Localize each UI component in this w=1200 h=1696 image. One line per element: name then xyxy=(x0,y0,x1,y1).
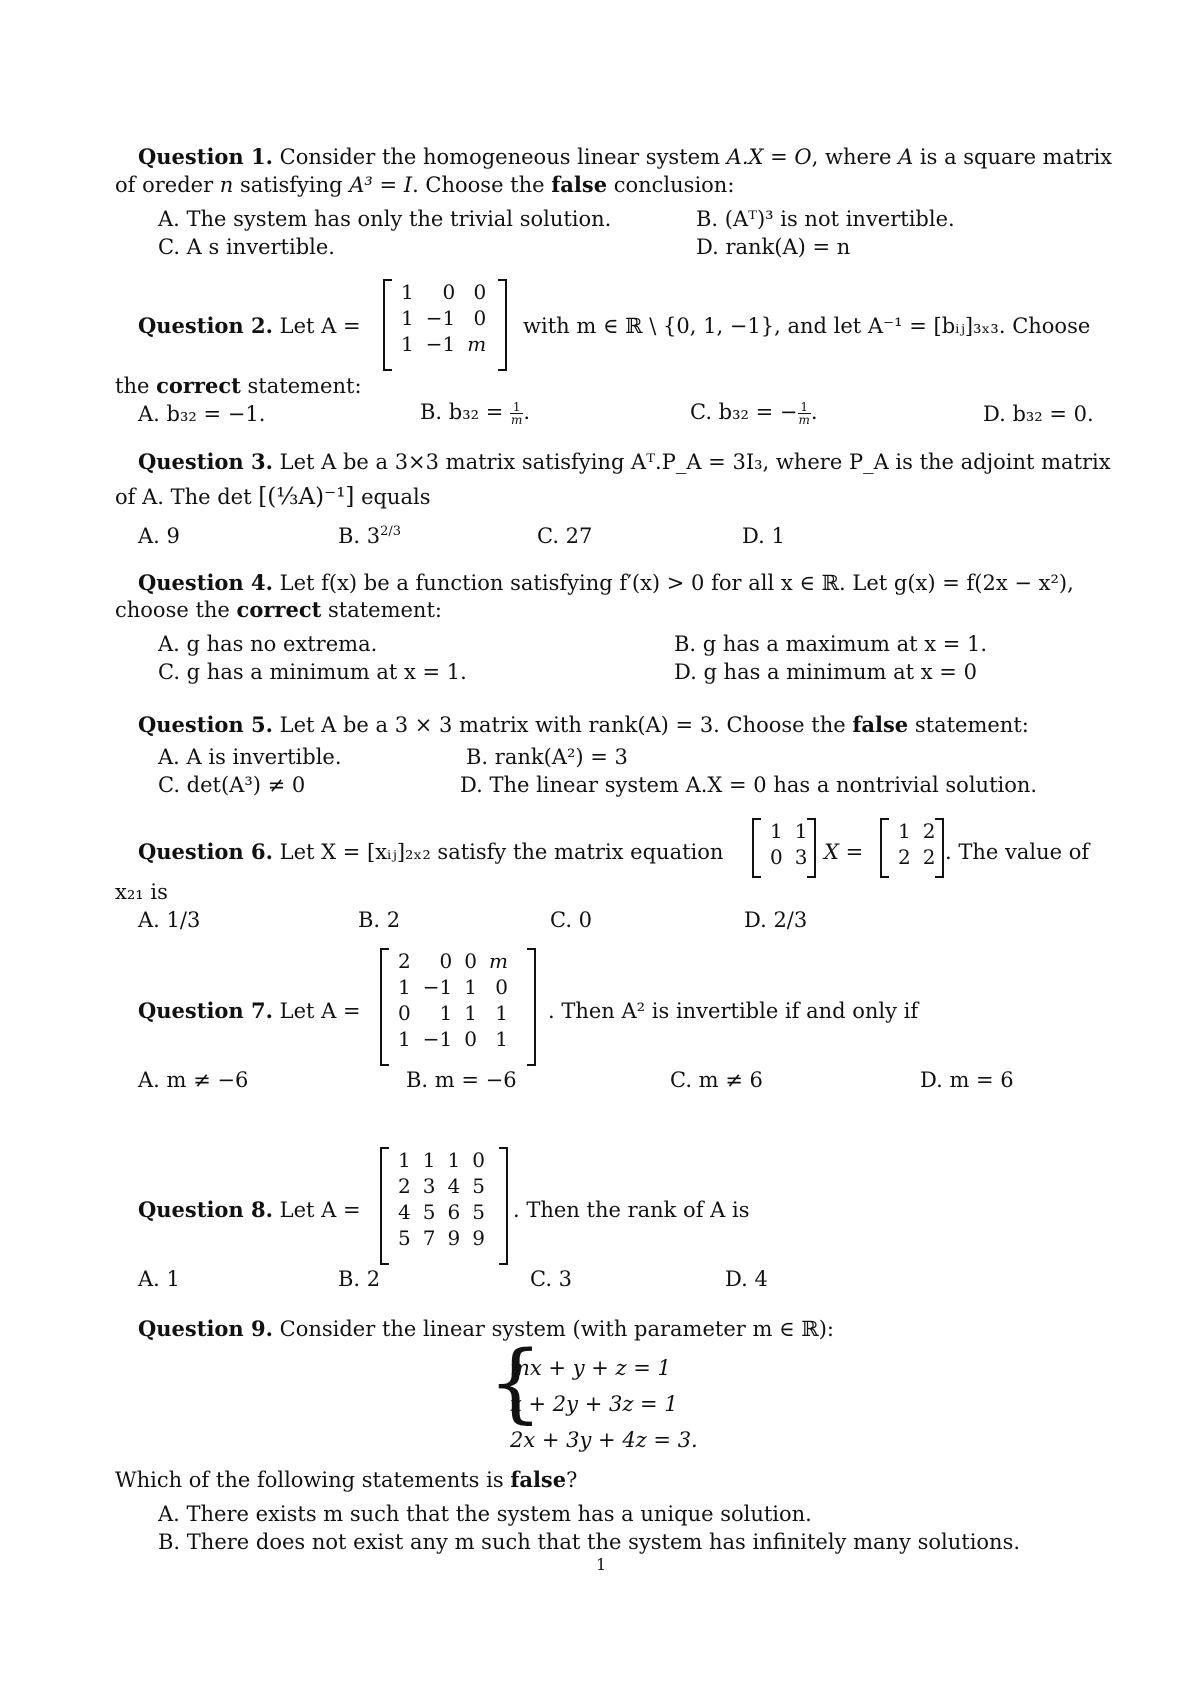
q8-matrix-cell: 5 xyxy=(422,1200,436,1224)
q7-matrix-cell: 2 xyxy=(398,949,411,973)
q9-option-a: A. There exists m such that the system has a unique solution. xyxy=(158,1502,812,1526)
q8-line1: Question 8. Let A = xyxy=(138,1197,361,1222)
q2-after: with m ∈ ℝ \ {0, 1, −1}, and let A⁻¹ = [bᵢⱼ]₃ₓ₃. Choose xyxy=(523,314,1091,338)
q2-option-d: D. b₃₂ = 0. xyxy=(983,402,1094,426)
q2-option-c: C. b₃₂ = − $\frac{1}{m}$ . xyxy=(690,400,818,427)
q7-matrix-cell: −1 xyxy=(422,975,453,999)
q2-matrix-cell: 1 xyxy=(401,332,414,356)
q2-matrix-cell: 0 xyxy=(473,306,487,330)
q7-matrix-cell: 0 xyxy=(464,1027,477,1051)
q2-matrix xyxy=(383,279,507,371)
q7-matrix-cell: 0 xyxy=(495,975,508,999)
q6-option-b: B. 2 xyxy=(358,908,401,932)
q9-equation-3: 2x + 3y + 4z = 3. xyxy=(510,1428,698,1452)
q3-title: Question 3. xyxy=(138,449,273,474)
q8-matrix-cell: 5 xyxy=(472,1174,485,1198)
q6-after: . The value of xyxy=(945,840,1090,864)
q6-matrix-1-cell: 0 xyxy=(770,845,783,869)
q5-option-b: B. rank(A²) = 3 xyxy=(466,745,628,769)
q7-matrix-cell: 1 xyxy=(398,975,411,999)
q6-matrix-1-cell: 1 xyxy=(794,819,808,843)
q6-matrix-2-cell: 2 xyxy=(922,845,936,869)
q7-option-b: B. m = −6 xyxy=(406,1068,517,1092)
q7-matrix-cell: 1 xyxy=(495,1001,508,1025)
q5-line1: Question 5. Let A be a 3 × 3 matrix with rank(A) = 3. Choose the false statement: xyxy=(138,712,1029,737)
q6-option-a: A. 1/3 xyxy=(138,908,201,932)
q8-option-b: B. 2 xyxy=(338,1267,381,1291)
q2-matrix-cell: −1 xyxy=(425,306,456,330)
q8-matrix-cell: 9 xyxy=(447,1226,461,1250)
q8-matrix-cell: 5 xyxy=(472,1200,485,1224)
q7-matrix-cell: 1 xyxy=(464,975,477,999)
q8-option-d: D. 4 xyxy=(725,1267,768,1291)
q8-matrix-cell: 6 xyxy=(447,1200,461,1224)
q1-option-d: D. rank(A) = n xyxy=(696,235,851,259)
q8-matrix-cell: 2 xyxy=(398,1174,411,1198)
q7-matrix-cell: 0 xyxy=(398,1001,411,1025)
q8-matrix-cell: 1 xyxy=(422,1148,436,1172)
q9-equation-1: mx + y + z = 1 xyxy=(510,1356,671,1380)
q7-option-a: A. m ≠ −6 xyxy=(138,1068,249,1092)
q9-option-b: B. There does not exist any m such that the system has infinitely many solutions. xyxy=(158,1530,1021,1554)
q7-after: . Then A² is invertible if and only if xyxy=(548,999,919,1023)
q3-option-d: D. 1 xyxy=(742,524,785,548)
q2-option-a: A. b₃₂ = −1. xyxy=(138,402,266,426)
q8-option-a: A. 1 xyxy=(138,1267,180,1291)
q7-matrix-cell: 0 xyxy=(464,949,477,973)
q8-matrix-cell: 7 xyxy=(422,1226,436,1250)
q7-matrix xyxy=(380,948,536,1066)
q7-line1: Question 7. Let A = xyxy=(138,998,361,1023)
q2-matrix-cell: 1 xyxy=(401,280,414,304)
q9-line1: Question 9. Consider the linear system (with parameter m ∈ ℝ): xyxy=(138,1316,834,1341)
q8-matrix-cell: 3 xyxy=(422,1174,436,1198)
q7-matrix-cell: m xyxy=(488,949,508,973)
q8-matrix-cell: 4 xyxy=(398,1200,411,1224)
q6-matrix-2-cell: 1 xyxy=(898,819,911,843)
q2-line1: Question 2. Let A = xyxy=(138,313,361,338)
q5-title: Question 5. xyxy=(138,712,273,737)
q6-option-d: D. 2/3 xyxy=(744,908,808,932)
q3-option-a: A. 9 xyxy=(138,524,180,548)
q2-matrix-cell: −1 xyxy=(425,332,456,356)
q9-equation-2: x + 2y + 3z = 1 xyxy=(510,1392,678,1416)
q8-after: . Then the rank of A is xyxy=(513,1198,750,1222)
q5-option-a: A. A is invertible. xyxy=(158,745,342,769)
q5-option-d: D. The linear system A.X = 0 has a nontrivial solution. xyxy=(460,773,1038,797)
q4-option-a: A. g has no extrema. xyxy=(158,632,378,656)
q8-title: Question 8. xyxy=(138,1197,273,1222)
q2-matrix-cell: m xyxy=(467,332,487,356)
q1-option-a: A. The system has only the trivial solution. xyxy=(158,207,612,231)
q2-option-b: B. b₃₂ = $\frac{1}{m}$ . xyxy=(420,400,531,427)
q4-option-d: D. g has a minimum at x = 0 xyxy=(674,660,977,684)
q7-option-c: C. m ≠ 6 xyxy=(670,1068,763,1092)
q6-mid: X = xyxy=(824,840,864,864)
q8-matrix-cell: 0 xyxy=(472,1148,485,1172)
q7-matrix-cell: 1 xyxy=(398,1027,411,1051)
q4-option-b: B. g has a maximum at x = 1. xyxy=(674,632,988,656)
q6-matrix-1 xyxy=(752,818,816,878)
q1-line1: Question 1. Consider the homogeneous linear system A.X = O, where A is a square matrix xyxy=(138,144,1113,169)
q4-line1: Question 4. Let f(x) be a function satisfying f′(x) > 0 for all x ∈ ℝ. Let g(x) = f(2x − x²), xyxy=(138,570,1074,595)
page-number: 1 xyxy=(596,1555,607,1574)
q8-matrix-cell: 4 xyxy=(447,1174,461,1198)
q1-option-c: C. A s invertible. xyxy=(158,235,335,259)
q8-matrix-cell: 9 xyxy=(472,1226,485,1250)
q2-matrix-cell: 1 xyxy=(401,306,414,330)
q9-system-brace: { xyxy=(488,1333,543,1433)
q8-matrix-cell: 5 xyxy=(398,1226,411,1250)
q6-matrix-2-cell: 2 xyxy=(898,845,911,869)
q7-title: Question 7. xyxy=(138,998,273,1023)
q9-question-line: Which of the following statements is false? xyxy=(115,1467,578,1492)
q5-option-c: C. det(A³) ≠ 0 xyxy=(158,773,306,797)
q7-matrix-cell: 0 xyxy=(439,949,453,973)
q6-matrix-1-cell: 3 xyxy=(794,845,808,869)
q7-matrix-cell: 1 xyxy=(439,1001,453,1025)
q2-line2: the correct statement: xyxy=(115,373,362,398)
q3-line2: of A. The det [(⅓A)⁻¹] equals xyxy=(115,484,431,510)
q1-option-b: B. (Aᵀ)³ is not invertible. xyxy=(696,207,955,231)
q8-matrix xyxy=(380,1147,508,1265)
q3-option-b: B. $3^{2/3}$ xyxy=(338,524,402,548)
q4-title: Question 4. xyxy=(138,570,273,595)
q1-title: Question 1. xyxy=(138,144,273,169)
q6-line1: Question 6. Let X = [xᵢⱼ]₂ₓ₂ satisfy the matrix equation xyxy=(138,839,724,864)
q6-title: Question 6. xyxy=(138,839,273,864)
q7-matrix-cell: −1 xyxy=(422,1027,453,1051)
q4-option-c: C. g has a minimum at x = 1. xyxy=(158,660,467,684)
q7-matrix-cell: 1 xyxy=(464,1001,477,1025)
q8-matrix-cell: 1 xyxy=(398,1148,411,1172)
q2-title: Question 2. xyxy=(138,313,273,338)
q8-option-c: C. 3 xyxy=(530,1267,573,1291)
q6-matrix-1-cell: 1 xyxy=(770,819,783,843)
q6-matrix-2 xyxy=(880,818,944,878)
q7-matrix-cell: 1 xyxy=(495,1027,508,1051)
q6-matrix-2-cell: 2 xyxy=(922,819,936,843)
q6-option-c: C. 0 xyxy=(550,908,593,932)
q2-matrix-cell: 0 xyxy=(473,280,487,304)
q1-line2: of oreder n satisfying A³ = I. Choose the false conclusion: xyxy=(115,172,735,197)
q6-line2: x₂₁ is xyxy=(115,880,168,904)
q8-matrix-cell: 1 xyxy=(447,1148,461,1172)
q3-line1: Question 3. Let A be a 3×3 matrix satisfying Aᵀ.P_A = 3I₃, where P_A is the adjoint matrix xyxy=(138,449,1111,474)
q4-line2: choose the correct statement: xyxy=(115,597,442,622)
q3-option-c: C. 27 xyxy=(537,524,593,548)
q2-matrix-cell: 0 xyxy=(442,280,456,304)
q7-option-d: D. m = 6 xyxy=(920,1068,1014,1092)
q9-title: Question 9. xyxy=(138,1316,273,1341)
